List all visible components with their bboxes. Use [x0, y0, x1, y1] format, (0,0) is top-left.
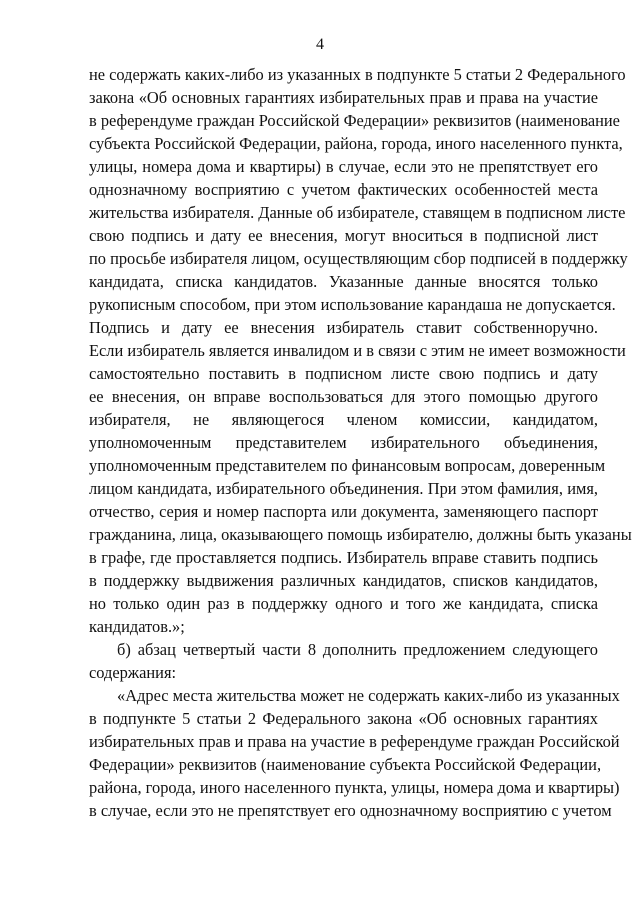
- text-line: рукописным способом, при этом использование карандаша не допускается.: [89, 295, 616, 314]
- text-line: в случае, если это не препятствует его однозначному восприятию с учетом: [89, 801, 612, 820]
- text-line: избирателя, не являющегося членом комиссии, кандидатом,: [89, 410, 598, 429]
- paragraph: [89, 684, 620, 822]
- text-line: субъекта Российской Федерации, района, города, иного населенного пункта,: [89, 134, 623, 153]
- text-line: избирательных прав и права на участие в референдуме граждан Российской: [89, 732, 620, 751]
- text-line: улицы, номера дома и квартиры) в случае, если это не препятствует его: [89, 157, 598, 176]
- text-line: «Адрес места жительства может не содержать каких-либо из указанных: [117, 686, 620, 705]
- text-line: ее внесения, он вправе воспользоваться для этого помощью другого: [89, 387, 598, 406]
- text-line: района, города, иного населенного пункта, улицы, номера дома и квартиры): [89, 778, 620, 797]
- text-line: в референдуме граждан Российской Федерации» реквизитов (наименование: [89, 111, 620, 130]
- text-line: по просьбе избирателя лицом, осуществляющим сбор подписей в поддержку: [89, 249, 628, 268]
- text-line: кандидатов.»;: [89, 617, 185, 636]
- text-line: в графе, где проставляется подпись. Избиратель вправе ставить подпись: [89, 548, 598, 567]
- text-line: но только один раз в поддержку одного и того же кандидата, списка: [89, 594, 598, 613]
- text-line: не содержать каких-либо из указанных в подпункте 5 статьи 2 Федерального: [89, 65, 626, 84]
- text-line: однозначному восприятию с учетом фактических особенностей места: [89, 180, 598, 199]
- paragraph: [89, 63, 632, 638]
- document-body: [89, 63, 632, 822]
- paragraph: [89, 638, 598, 684]
- text-line: гражданина, лица, оказывающего помощь избирателю, должны быть указаны: [89, 525, 632, 544]
- text-line: уполномоченным представителем избирательного объединения,: [89, 433, 598, 452]
- text-line: Подпись и дату ее внесения избиратель ставит собственноручно.: [89, 318, 598, 337]
- text-line: закона «Об основных гарантиях избирательных прав и права на участие: [89, 88, 598, 107]
- text-line: самостоятельно поставить в подписном листе свою подпись и дату: [89, 364, 598, 383]
- text-line: Федерации» реквизитов (наименование субъекта Российской Федерации,: [89, 755, 602, 774]
- text-line: отчество, серия и номер паспорта или документа, заменяющего паспорт: [89, 502, 598, 521]
- text-line: содержания:: [89, 663, 177, 682]
- text-line: уполномоченным представителем по финансовым вопросам, доверенным: [89, 456, 606, 475]
- text-line: лицом кандидата, избирательного объединения. При этом фамилия, имя,: [89, 479, 598, 498]
- text-line: жительства избирателя. Данные об избирателе, ставящем в подписном листе: [89, 203, 626, 222]
- page-number: 4: [316, 36, 324, 53]
- text-line: б) абзац четвертый части 8 дополнить предложением следующего: [117, 640, 598, 659]
- text-line: свою подпись и дату ее внесения, могут вноситься в подписной лист: [89, 226, 598, 245]
- text-line: кандидата, списка кандидатов. Указанные данные вносятся только: [89, 272, 598, 291]
- text-line: Если избиратель является инвалидом и в связи с этим не имеет возможности: [89, 341, 626, 360]
- text-line: в подпункте 5 статьи 2 Федерального закона «Об основных гарантиях: [89, 709, 598, 728]
- text-line: в поддержку выдвижения различных кандидатов, списков кандидатов,: [89, 571, 598, 590]
